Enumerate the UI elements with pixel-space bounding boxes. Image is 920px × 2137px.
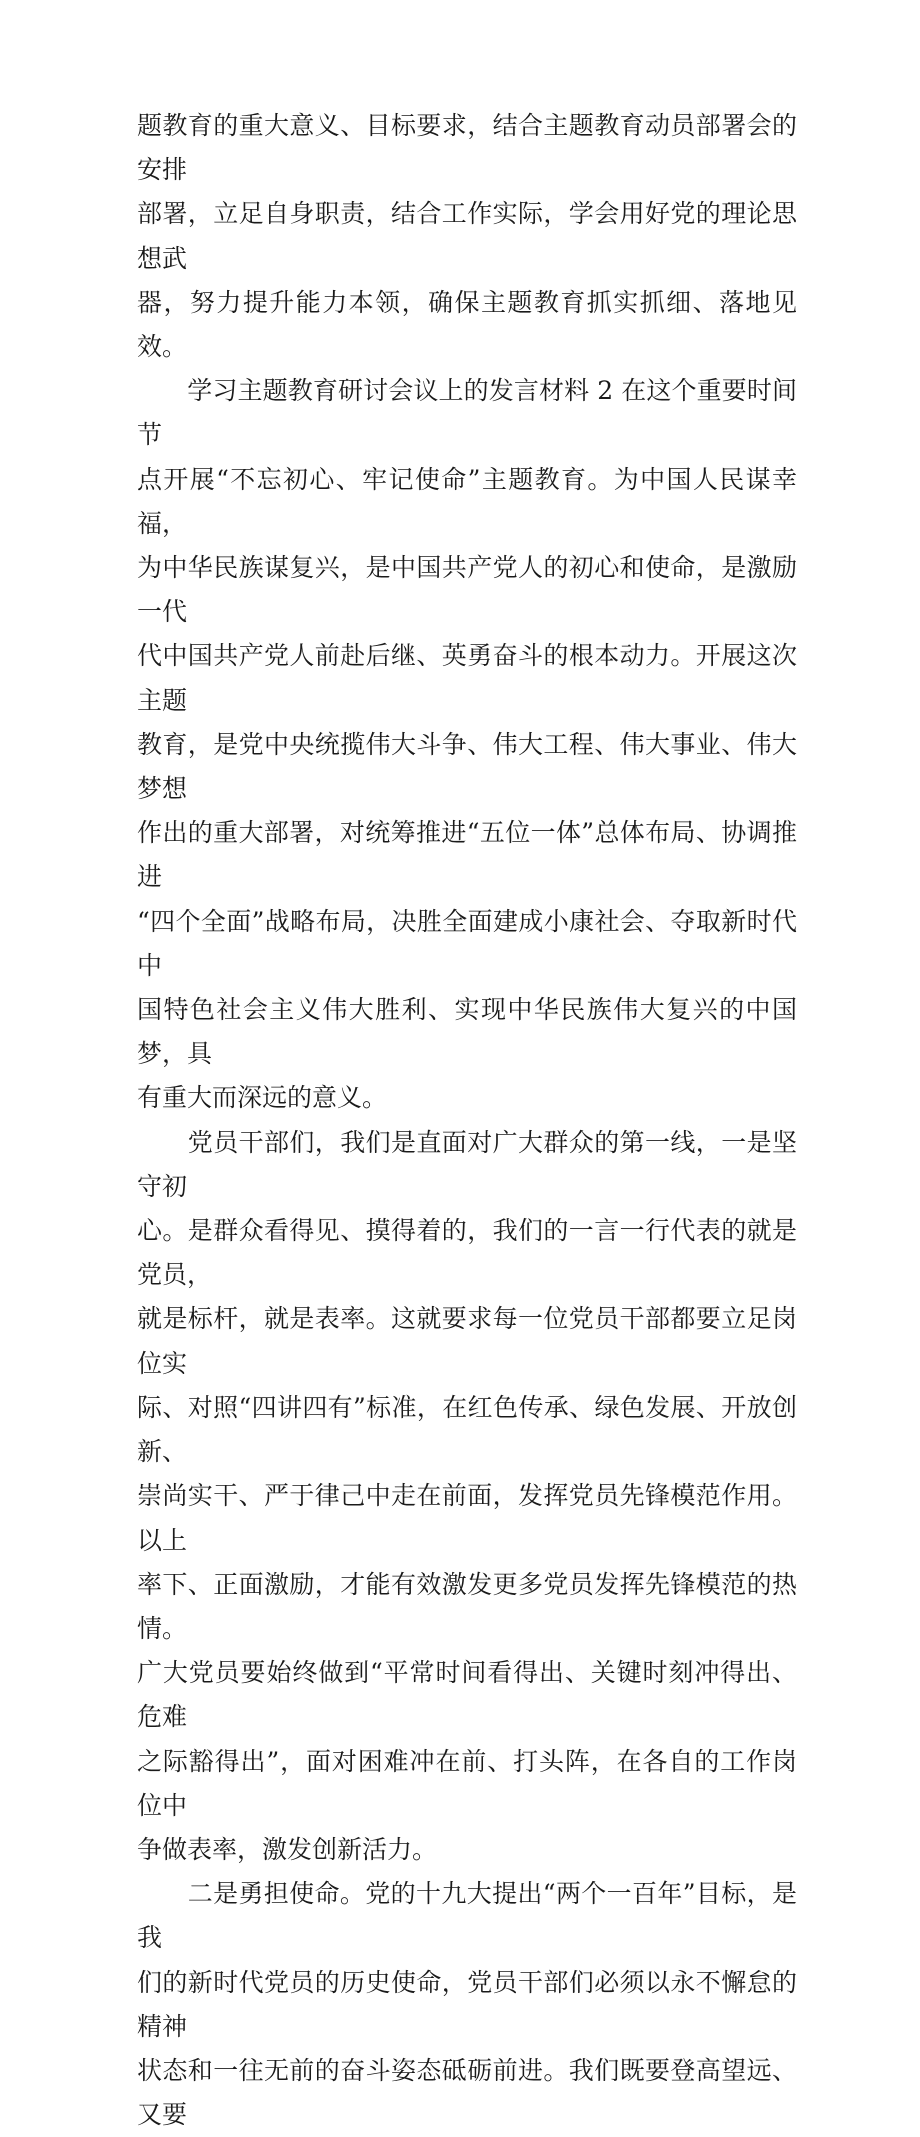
paragraph-keep-original-aspiration: 党员干部们，我们是直面对广大群众的第一线，一是坚守初 心。是群众看得见、摸得着的，我们的一言一行代表的就是党员， 就是标杆，就是表率。这就要求每一位党员干部都要立足岗位实 际、对照“四讲四有”标准，在红色传承、绿色发展、开放创新、 崇尚实干、严于律己中走在前面，发挥党员先锋模范作用。以上 率下、正面激励，才能有效激发更多党员发挥先锋模范的热情。 广大党员要始终做到“平常时间看得出、关键时刻冲得出、危难 之际豁得出”，面对困难冲在前、打头阵，在各自的工作岗位中 争做表率，激发创新活力。	[137, 1127, 797, 1864]
paragraph-speech-material-2: 学习主题教育研讨会议上的发言材料 2 在这个重要时间节 点开展“不忘初心、牢记使命”主题教育。为中国人民谋幸福， 为中华民族谋复兴，是中国共产党人的初心和使命，是激励一代 代中国共产党人前赴后继、英勇奋斗的根本动力。开展这次主题 教育，是党中央统揽伟大斗争、伟大工程、伟大事业、伟大梦想 作出的重大部署，对统筹推进“五位一体”总体布局、协调推进 “四个全面”战略布局，决胜全面建成小康社会、夺取新时代中 国特色社会主义伟大胜利、实现中华民族伟大复兴的中国梦，具 有重大而深远的意义。	[137, 376, 797, 1113]
document-body	[137, 104, 797, 2137]
paragraph-continuation: 题教育的重大意义、目标要求，结合主题教育动员部署会的安排 部署，立足自身职责，结合工作实际，学会用好党的理论思想武 器，努力提升能力本领，确保主题教育抓实抓细、落地见效。	[137, 111, 797, 362]
paragraph-shoulder-mission: 二是勇担使命。党的十九大提出“两个一百年”目标，是我 们的新时代党员的历史使命，党员干部们必须以永不懈怠的精神 状态和一往无前的奋斗姿态砥砺前进。我们既要登高望远、又要	[137, 1879, 797, 2130]
